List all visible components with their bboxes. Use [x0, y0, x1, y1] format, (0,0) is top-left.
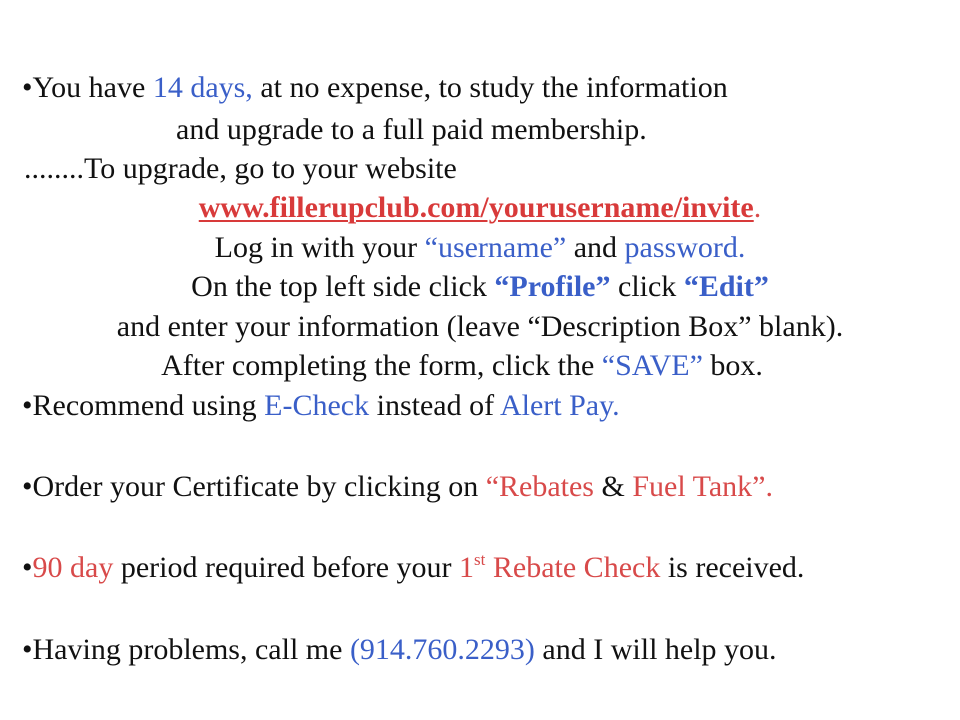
trial-days-highlight: 14 days,: [152, 71, 253, 104]
bullet-trial-period: [22, 70, 728, 106]
password-highlight: password.: [624, 231, 746, 264]
rebate-check-highlight: Rebate Check: [485, 551, 661, 584]
login-text-pre: Log in with your: [214, 231, 425, 264]
trial-text-pre: You have: [32, 71, 153, 104]
save-text-post: box.: [702, 349, 763, 382]
payment-text-pre: Recommend using: [32, 389, 265, 422]
bullet-marker: •: [22, 633, 33, 666]
alertpay-highlight: Alert Pay.: [499, 389, 620, 422]
payment-text-mid: instead of: [369, 389, 500, 422]
enter-information-line: [0, 309, 960, 345]
link-period: .: [753, 191, 762, 224]
trial-text-post: at no expense, to study the information: [252, 71, 728, 104]
upgrade-instructions-line: [24, 151, 457, 187]
invite-url-link[interactable]: www.fillerupclub.com/yourusername/invite: [198, 191, 754, 224]
bullet-help: [22, 632, 777, 668]
bullet-marker: •: [22, 470, 33, 503]
login-text-mid: and: [566, 231, 625, 264]
upgrade-membership-text: and upgrade to a full paid membership.: [176, 113, 647, 146]
upgrade-membership-line: [176, 112, 647, 148]
echeck-highlight: E-Check: [264, 389, 370, 422]
username-highlight: “username”: [424, 231, 567, 264]
login-line: [0, 230, 960, 266]
rebates-highlight: “Rebates: [485, 470, 594, 503]
profile-highlight: “Profile”: [494, 270, 611, 303]
enter-information-text: and enter your information (leave “Description Box” blank).: [116, 310, 844, 343]
save-text-pre: After completing the form, click the: [161, 349, 602, 382]
bullet-marker: •: [22, 71, 33, 104]
help-text-post: and I will help you.: [534, 633, 777, 666]
ordinal-number: 1: [459, 551, 475, 584]
bullet-rebate-period: [22, 550, 804, 586]
ninety-day-highlight: 90 day: [32, 551, 114, 584]
bullet-marker: •: [22, 389, 33, 422]
help-text-pre: Having problems, call me: [32, 633, 350, 666]
ampersand: &: [593, 470, 633, 503]
certificate-text-pre: Order your Certificate by clicking on: [32, 470, 486, 503]
bullet-payment: [22, 388, 620, 424]
profile-edit-line: [0, 269, 960, 305]
profile-text-pre: On the top left side click: [191, 270, 495, 303]
upgrade-instructions-text: ........To upgrade, go to your website: [24, 152, 457, 185]
save-highlight: “SAVE”: [601, 349, 703, 382]
website-link-line: [0, 190, 960, 226]
edit-highlight: “Edit”: [683, 270, 769, 303]
phone-number[interactable]: (914.760.2293): [349, 633, 535, 666]
save-line: [0, 348, 942, 384]
bullet-marker: •: [22, 551, 33, 584]
bullet-certificate: [22, 469, 773, 505]
ordinal-suffix: st: [474, 550, 486, 569]
fuel-tank-highlight: Fuel Tank”.: [632, 470, 773, 503]
rebate-period-text-mid: period required before your: [113, 551, 460, 584]
rebate-period-text-post: is received.: [660, 551, 805, 584]
profile-text-mid: click: [610, 270, 684, 303]
